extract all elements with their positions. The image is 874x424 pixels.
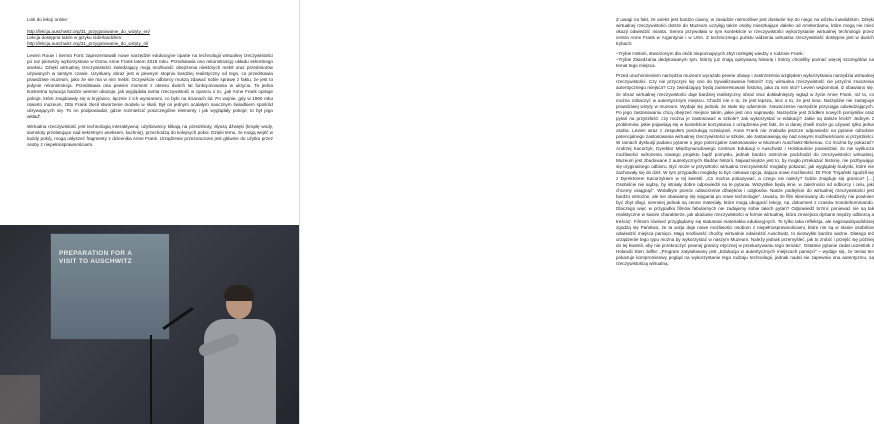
online-lesson-label: Link do lekcji online: [27,17,69,22]
left-column [27,17,273,152]
left-page [0,0,300,424]
conference-photo [0,225,300,424]
links-block [27,17,273,53]
left-paragraph-1: Levien Rouw i Semra Foric zaprezentowali nowe narzędzie edukacyjne oparte na technologii wirtualnej rzeczywistości po raz pierwszy wykorzystane w Domu Anne Frank latem 2018 roku. Przedstawia ono rekonstrukcję układu sekretnego aneksu. Dzięki wirtualnej rzeczywistości zwiedzający mają możliwość obejrzenia niektórych mebli oraz przedmiotów używanych w tamtym czasie. Uzyskany obraz jest w pewnym stopniu bardziej realistyczny od tego, co przedstawia prawdziwe muzeum, jako że nie ma w nim mebli. Oczywiście odbiorcy muszą zdawać sobie sprawę z faktu, że jest to jedynie rekonstrukcja. Przedstawia ona pewien moment z okresu dwóch lat funkcjonowania w ukryciu. Ta jedna konkretna sytuacja bardzo wiernie ukazuje, jak wyglądała tamta rzeczywistość w oparciu o to, „jak Anne Frank opisuje pokoje, które znajdowały się w kryjówce, łącznie z ich wymiarami, co było na ścianach itd. Po wojnie, gdy w 1960 roku otwarto muzeum, Otto Frank zlecił stworzenie modelu w skali. Był on jednym ocalałym naocznym świadkiem spośród ukrywających się. To on podpowiadał, gdzie rozmieścić poszczególne elementy i jak wyglądały pokoje; to był jego wkład”. [27,53,273,119]
screen-title: PREPARATION FOR A VISIT TO AUSCHWITZ [59,250,132,265]
right-page [300,0,874,424]
right-column [616,17,874,271]
right-paragraph-1: Z uwagi na fakt, że aneks jest bardzo ciasny, w zasadzie niemożliwe jest dostanie się do niego na wózku inwalidzkim. Dzięki wirtualnej rzeczywistości dotrze do Muzeum uczyłąg także osoby mieszkające daleko od Amsterdamu, które mogą nie mieć okazji odwiedzić miasta. Semra przywołała w tym kontekście w rzeczywistości wykorzystanie wirtualnej technologii przez centra Anne Frank w Argentynie i w USA. Z technicznego punktu widzenia wirtualna rzeczywistość dostępna jest w dwóch trybach: [616,17,874,47]
right-paragraph-2: Przed uruchomieniem narzędzia muzeum wyrażało pewne obawy i zastrzeżenia względem wykorzystania narzędzia wirtualnej rzeczywistości. Czy nie przyczyni się ono do trywializowania historii? Czy wirtualna rzeczywistość nie przyćmi znaczenia autentycznego miejsca? Czy zwiedzający będą zainteresowani historią, jaka za nim stoi? Levien wspomniał, iż obawiano się, że obraz wirtualnej rzeczywistości daje bardziej realistyczny obraz oraz dokładniejszy wgląd w życie Anne Frank, niż to, co można zobaczyć w autentycznym miejscu. Chodzi nie o to, że jest lepsza, lecz o to, że jest inna. Narzędzie nie zastępuje prawdziwej wizyty w muzeum. Wydaje się jednak, że stało się odwrotnie. Nowoczesne narzędzie przyciąga odwiedzających. Po jego zastosowaniu chcą obejrzeć miejsce takim, jakie jest ono naprawdę. Narzędzie jest źródłem nowych pomysłów oraz pytań na przyszłość: czy można je zastosować w szkole? Jak wykorzystać w edukacji? Jakie są dalsze kroki? Jednym z problemów, jakie pojawiają się w kontekście korzystania z urządzenia jest fakt, że w danej chwili może go używać tylko jedna osoba. Levien wraz z zespołem poszukują rozwiązań. Anne Frank nie znalazła jeszcze odpowiedzi na pytanie odnośnie potencjalnego zastosowania wirtualnej rzeczywistości w szkole, ale zastanawiają się nad nowymi możliwościami w przyszłości. W ramach dyskusji padano pytanie o jego potencjalne zastosowanie w Muzeum Auschwitz-Birkenau. Co można by pokazać? Andrzej Kacorzyk, Dyrektor Międzynarodowego Centrum Edukacji o Auschwitz i Holokauście powiedział, że nie wyklucza możliwości wdrożenia nowego projektu bądź pomysłu, jednak bardzo ostrożnie podchodzi do rzeczywistości wirtualnej. Muzeum jest zbudowane z autentycznych śladów historii. Najważniejsze jest to, by mogło przekazać historię, nie pozbywając się oryginalnego odbioru. Być może w przyszłości wirtualna rzeczywistość mogłaby pokazać, jak wyglądały budynki, które nie zachowały się do dziś. W tym przypadku mogłaby to być ciekawa opcja, dająca nowe możliwości. Dr Piotr Trojański zgodził się z Dyrektorem Kacorzykiem w tej kwestii: „Co można pokazywać, a czego nie należy? Gdzie znajduje się granica? […] Osobiście nie sądzę, by istniały dobre odpowiedzi na te pytania. Wszystkie będą inne, w zależności od odbiorcy i celu, jaki chcemy osiągnąć”. Wolałbym pomóc odtworzenie dźwięków i odgłosów. Nasze podejście do wirtualnej rzeczywistości jest bardzo ostrożne, ale nie obawiamy się sięgania po nowe technologie”. Uważa, że film skierowany do młodzieży nie powinien być zbyt długi, niemniej jednak są cenne materiały, które mogą ubogacić lekcję, np. dokument z czasów Sonderkommando. Dlaczego więc w przypadku filmów fabularnych nie zadajemy sobie takich pytań? Odpowiedź brzmi: ponieważ nie są tak realistyczne w swoim charakterze, jak ukazanie rzeczywistości w formie wirtualnej, która zmniejsza dystans między odbiorcą a treścią”. Filmom również przyglądamy się statusowi materiałów edukacyjnych. To tylko taka refleksja, ale najprawdopodobniej zgodzą się Państwo, że ta wizja daje nowe możliwości osobom z niepełnosprawnościami, które nie są w stanie osobiście odwiedzić miejsca pamięci. Mają możliwość choćby wirtualnie odwiedzić Auschwitz, to niezwykle bardzo ważne. Dlatego też urządzenie tego typu można by wykorzystać w naszym Muzeum. Należy jednak przemyśleć, jak to zrobić i przejść się później do tej kwestii, aby nie przekroczyć pewnej granicy etycznej w przekazywaniu tego tematu”. Ostatnie pytanie zadał uczestnik z Holandii Sten Jaffer: „Program zatytułowany jest „Edukacja w autentycznych miejscach pamięci” – wydaje się, że temat ten pokazuje kompromisowy pogląd na wykorzystanie tego rodzaju technologii, jednak nadal nie zapewnia ona autentyzmu, są rzeczywistością wirtualną. [616,73,874,266]
mode-explore: –Trybie Zwiedzania dedykowanym tym, którzy już znają opisywaną historię i którzy chcieliby poznać więcej szczegółów na temat tego miejsca. [616,57,874,69]
speaker-figure [196,285,286,424]
lesson-link-nl[interactable]: http://lekcja.auschwitz.org/31_przygotowanie_do_wizyty_nl/ [27,41,149,47]
left-paragraph-2: Wirtualna rzeczywistość jest technologią interaktywną: użytkownicy klikają na przedmioty, słyszą dźwięki (kroplę wody, samoloty przelatujące nad sekretnym aneksem, kuchnię), przechodzą do kolejnych pokoi. Dzięki temu, że mogą wejść w każdy pokój, mogą usłyszeć fragmenty z dziennika Anne Frank. Urządzenie przeznaczone jest głównie do użytku przez osoby z niepełnosprawnościami. [27,123,273,147]
projection-screen [50,233,170,340]
microphone-stand [150,335,152,424]
mode-history: –Trybie Historii, stworzonym dla osób niepoznających zbyt rozległej wiedzy o rodzinie Frank. [616,51,804,57]
lesson-link-en[interactable]: http://lekcja.auschwitz.org/31_przygotowanie_do_wizyty_en/ [27,29,150,35]
dutch-lesson-label: Lekcja dostępna także w języku niderlandzkim: [27,35,123,41]
